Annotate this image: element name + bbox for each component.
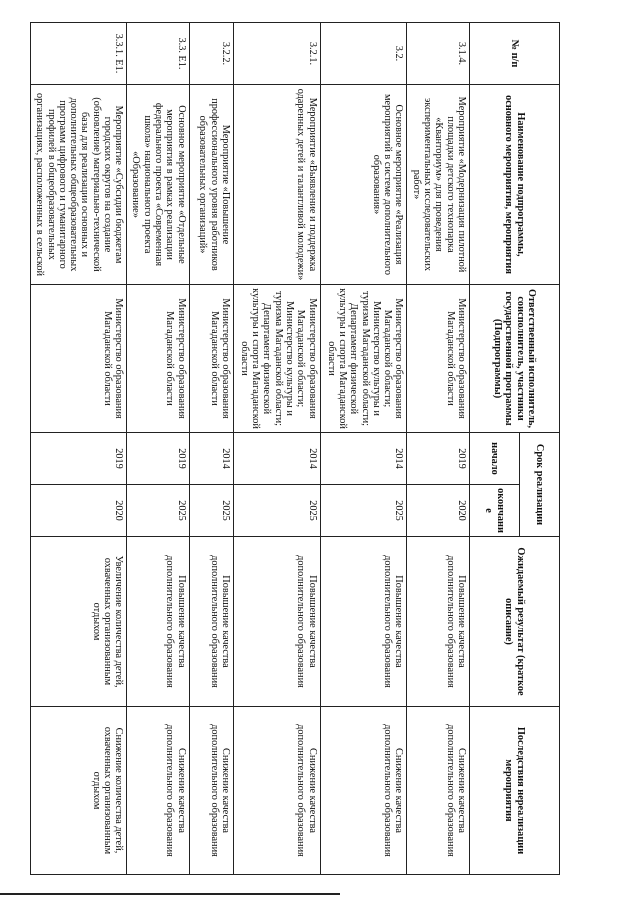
cell-num: 3.1.4. (407, 23, 470, 85)
cell-executor: Министерство образования Магаданской области (127, 285, 189, 433)
cell-executor: Министерство образования Магаданской области; Министерство культуры и туризма Магаданской области; Департамент физической культуры и спорта Магаданской области (233, 285, 320, 433)
table-row (189, 23, 233, 875)
cell-consequences: Снижение качества дополнительного образования (407, 707, 470, 875)
cell-name: Мероприятие «Повышение профессионального уровня работников образовательных организаций» (189, 85, 233, 285)
cell-consequences: Снижение качества дополнительного образования (127, 707, 189, 875)
header-result: Ожидаемый результат (краткое описание) (470, 537, 560, 707)
cell-name: Основное мероприятие «Отдельные мероприятия в рамках реализации федерального проекта «Современная школа» национального проекта «Образование» (127, 85, 189, 285)
cell-executor: Министерство образования Магаданской области (189, 285, 233, 433)
cell-result: Повышение качества дополнительного образования (189, 537, 233, 707)
cell-consequences: Снижение качества дополнительного образования (189, 707, 233, 875)
cell-executor: Министерство образования Магаданской области (407, 285, 470, 433)
measures-table (30, 22, 560, 875)
bottom-rule (0, 893, 340, 895)
cell-consequences: Снижение количества детей, охваченных организованным отдыхом (31, 707, 127, 875)
header-term: Срок реализации (520, 433, 560, 537)
table-row (320, 23, 407, 875)
table-row (233, 23, 320, 875)
cell-executor: Министерство образования Магаданской области; Министерство культуры и туризма Магаданской области; Департамент физической культуры и спорта Магаданской области (320, 285, 407, 433)
cell-start: 2014 (189, 433, 233, 485)
header-num: № п/п (470, 23, 560, 85)
cell-name: Мероприятие «Субсидии бюджетам городских округов на создание (обновление) материально-технической базы для реализации основных и дополнительных общеобразовательных программ цифрового и гуманитарного профилей в общеобразовательных организациях, расположенных в сельской (31, 85, 127, 285)
header-consequences: Последствия нереализации мероприятия (470, 707, 560, 875)
cell-num: 3.2.2. (189, 23, 233, 85)
cell-result: Повышение качества дополнительного образования (233, 537, 320, 707)
header-start: начало (470, 433, 520, 485)
cell-result: Увеличение количества детей, охваченных организованным отдыхом (31, 537, 127, 707)
cell-end: 2025 (127, 485, 189, 537)
cell-num: 3.2.1. (233, 23, 320, 85)
cell-start: 2014 (233, 433, 320, 485)
cell-start: 2019 (127, 433, 189, 485)
cell-num: 3.2. (320, 23, 407, 85)
header-executor: Ответственный исполнитель, соисполнитель, участники государственной программы (Подпрограммы) (470, 285, 560, 433)
cell-name: Мероприятие «Модернизация пилотной площадки детского технопарка «Кванториум» для проведения экспериментальных исследовательских работ» (407, 85, 470, 285)
cell-end: 2020 (407, 485, 470, 537)
header-row (520, 23, 560, 875)
header-name: Наименование подпрограммы, основного мероприятия, мероприятия (470, 85, 560, 285)
table-row (31, 23, 127, 875)
cell-num: 3.3. Е1. (127, 23, 189, 85)
cell-consequences: Снижение качества дополнительного образования (320, 707, 407, 875)
cell-start: 2014 (320, 433, 407, 485)
table-row (127, 23, 189, 875)
cell-end: 2025 (233, 485, 320, 537)
cell-end: 2025 (320, 485, 407, 537)
cell-start: 2019 (31, 433, 127, 485)
cell-consequences: Снижение качества дополнительного образования (233, 707, 320, 875)
header-end: окончание (470, 485, 520, 537)
cell-result: Повышение качества дополнительного образования (320, 537, 407, 707)
table-row (407, 23, 470, 875)
cell-end: 2020 (31, 485, 127, 537)
cell-name: Основное мероприятие «Реализация мероприятий в системе дополнительного образования» (320, 85, 407, 285)
cell-name: Мероприятие «Выявление и поддержка одаренных детей и талантливой молодежи» (233, 85, 320, 285)
cell-num: 3.3.1. Е1. (31, 23, 127, 85)
rotated-table-wrapper (30, 22, 560, 874)
cell-start: 2019 (407, 433, 470, 485)
cell-end: 2025 (189, 485, 233, 537)
cell-result: Повышение качества дополнительного образования (127, 537, 189, 707)
cell-result: Повышение качества дополнительного образования (407, 537, 470, 707)
cell-executor: Министерство образования Магаданской области (31, 285, 127, 433)
